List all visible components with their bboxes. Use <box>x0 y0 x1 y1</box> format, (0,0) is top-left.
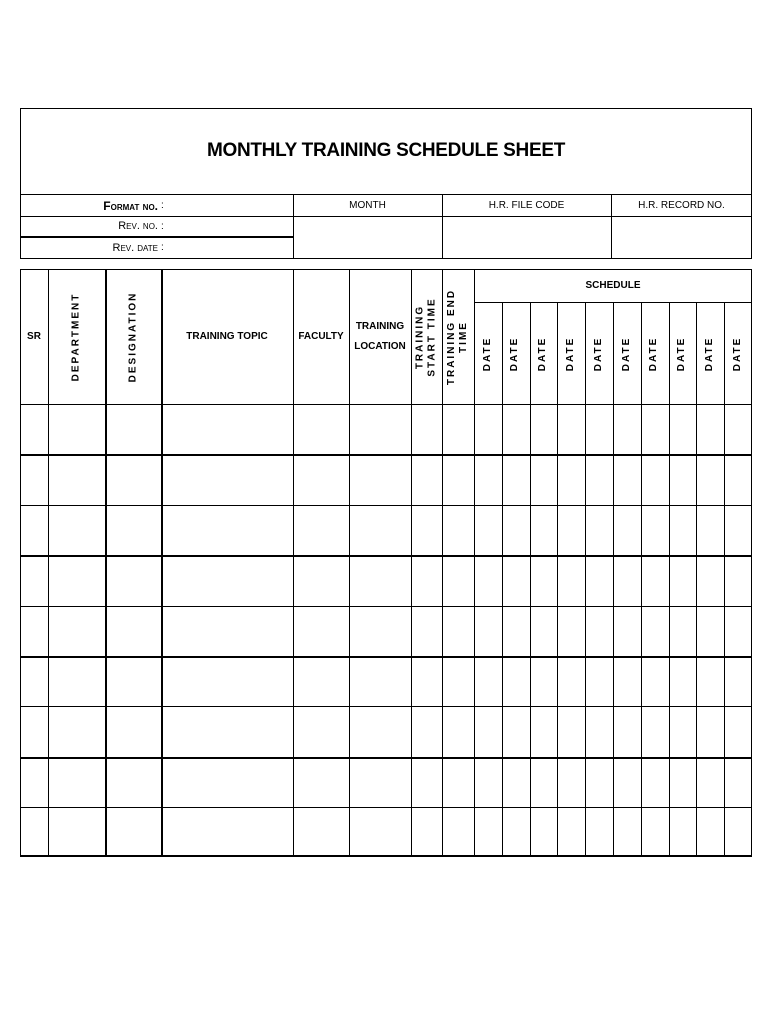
header-start-time-text <box>415 297 439 376</box>
header-department-text: DEPARTMENT <box>70 292 82 382</box>
date-column-divider <box>641 302 642 857</box>
column-divider <box>442 270 443 857</box>
header-training-end-time <box>442 270 474 404</box>
header-date-2 <box>502 303 530 404</box>
date-column-divider <box>585 302 586 857</box>
month-label: MONTH <box>349 200 386 211</box>
column-divider <box>474 270 475 857</box>
header-end-time-line1: TRAINING END <box>446 288 458 386</box>
table-row <box>20 404 752 405</box>
header-date-text: DATE <box>704 336 716 371</box>
header-training-location-line1: TRAINING <box>355 321 405 332</box>
rev-no-label: Rev. no. <box>118 220 158 232</box>
header-date-5 <box>585 303 613 404</box>
header-training-start-time <box>411 270 442 404</box>
header-start-time-line2: START TIME <box>426 297 438 377</box>
header-training-topic: TRAINING TOPIC <box>186 331 268 342</box>
header-date-1 <box>474 303 502 404</box>
hr-record-no-label: H.R. RECORD NO. <box>638 200 725 211</box>
page-title: MONTHLY TRAINING SCHEDULE SHEET <box>206 140 566 161</box>
header-date-text: DATE <box>676 336 688 371</box>
header-date-7 <box>641 303 669 404</box>
table-row <box>20 555 752 557</box>
table-row <box>20 757 752 759</box>
column-divider <box>293 270 294 857</box>
header-faculty: FACULTY <box>298 331 344 342</box>
header-end-time-line2: TIME <box>458 321 470 353</box>
date-column-divider <box>669 302 670 857</box>
rev-date-label: Rev. date <box>112 241 158 254</box>
date-column-divider <box>557 302 558 857</box>
header-sr: SR <box>27 331 41 342</box>
header-date-4 <box>557 303 585 404</box>
header-end-time-text <box>446 289 470 385</box>
header-training-location <box>349 270 411 404</box>
header-department <box>48 270 105 404</box>
column-divider <box>105 270 107 857</box>
header-date-text: DATE <box>537 336 549 371</box>
date-column-divider <box>502 302 503 857</box>
header-training-location-line2: LOCATION <box>354 341 406 352</box>
header-date-text: DATE <box>509 336 521 371</box>
table-row <box>20 606 752 607</box>
table-row <box>20 807 752 808</box>
header-date-6 <box>613 303 641 404</box>
table-row <box>20 706 752 707</box>
header-date-8 <box>669 303 697 404</box>
date-column-divider <box>724 302 725 857</box>
header-date-text: DATE <box>648 336 660 371</box>
column-divider <box>48 270 49 857</box>
format-no-label: Format no. <box>103 198 158 213</box>
header-designation-text: DESIGNATION <box>127 291 138 383</box>
header-date-text: DATE <box>593 336 605 371</box>
hr-file-code-label: H.R. FILE CODE <box>488 200 565 211</box>
header-designation <box>105 270 161 404</box>
header-schedule: SCHEDULE <box>585 280 641 291</box>
column-divider <box>411 270 412 857</box>
header-date-text: DATE <box>620 336 632 371</box>
header-start-time-line1: TRAINING <box>414 304 426 370</box>
date-column-divider <box>696 302 697 857</box>
table-row <box>20 454 752 456</box>
header-date-3 <box>530 303 558 404</box>
header-date-10 <box>724 303 752 404</box>
format-no-colon: : <box>161 200 164 211</box>
table-row <box>20 656 752 658</box>
rev-date-colon: : <box>161 242 164 253</box>
column-divider <box>161 270 163 857</box>
table-row <box>20 505 752 506</box>
date-column-divider <box>613 302 614 857</box>
header-date-text: DATE <box>565 336 577 371</box>
date-column-divider <box>530 302 531 857</box>
header-date-9 <box>696 303 724 404</box>
rev-no-colon: : <box>161 220 164 232</box>
header-date-text: DATE <box>732 336 744 371</box>
column-divider <box>349 270 350 857</box>
header-date-text: DATE <box>481 336 493 371</box>
